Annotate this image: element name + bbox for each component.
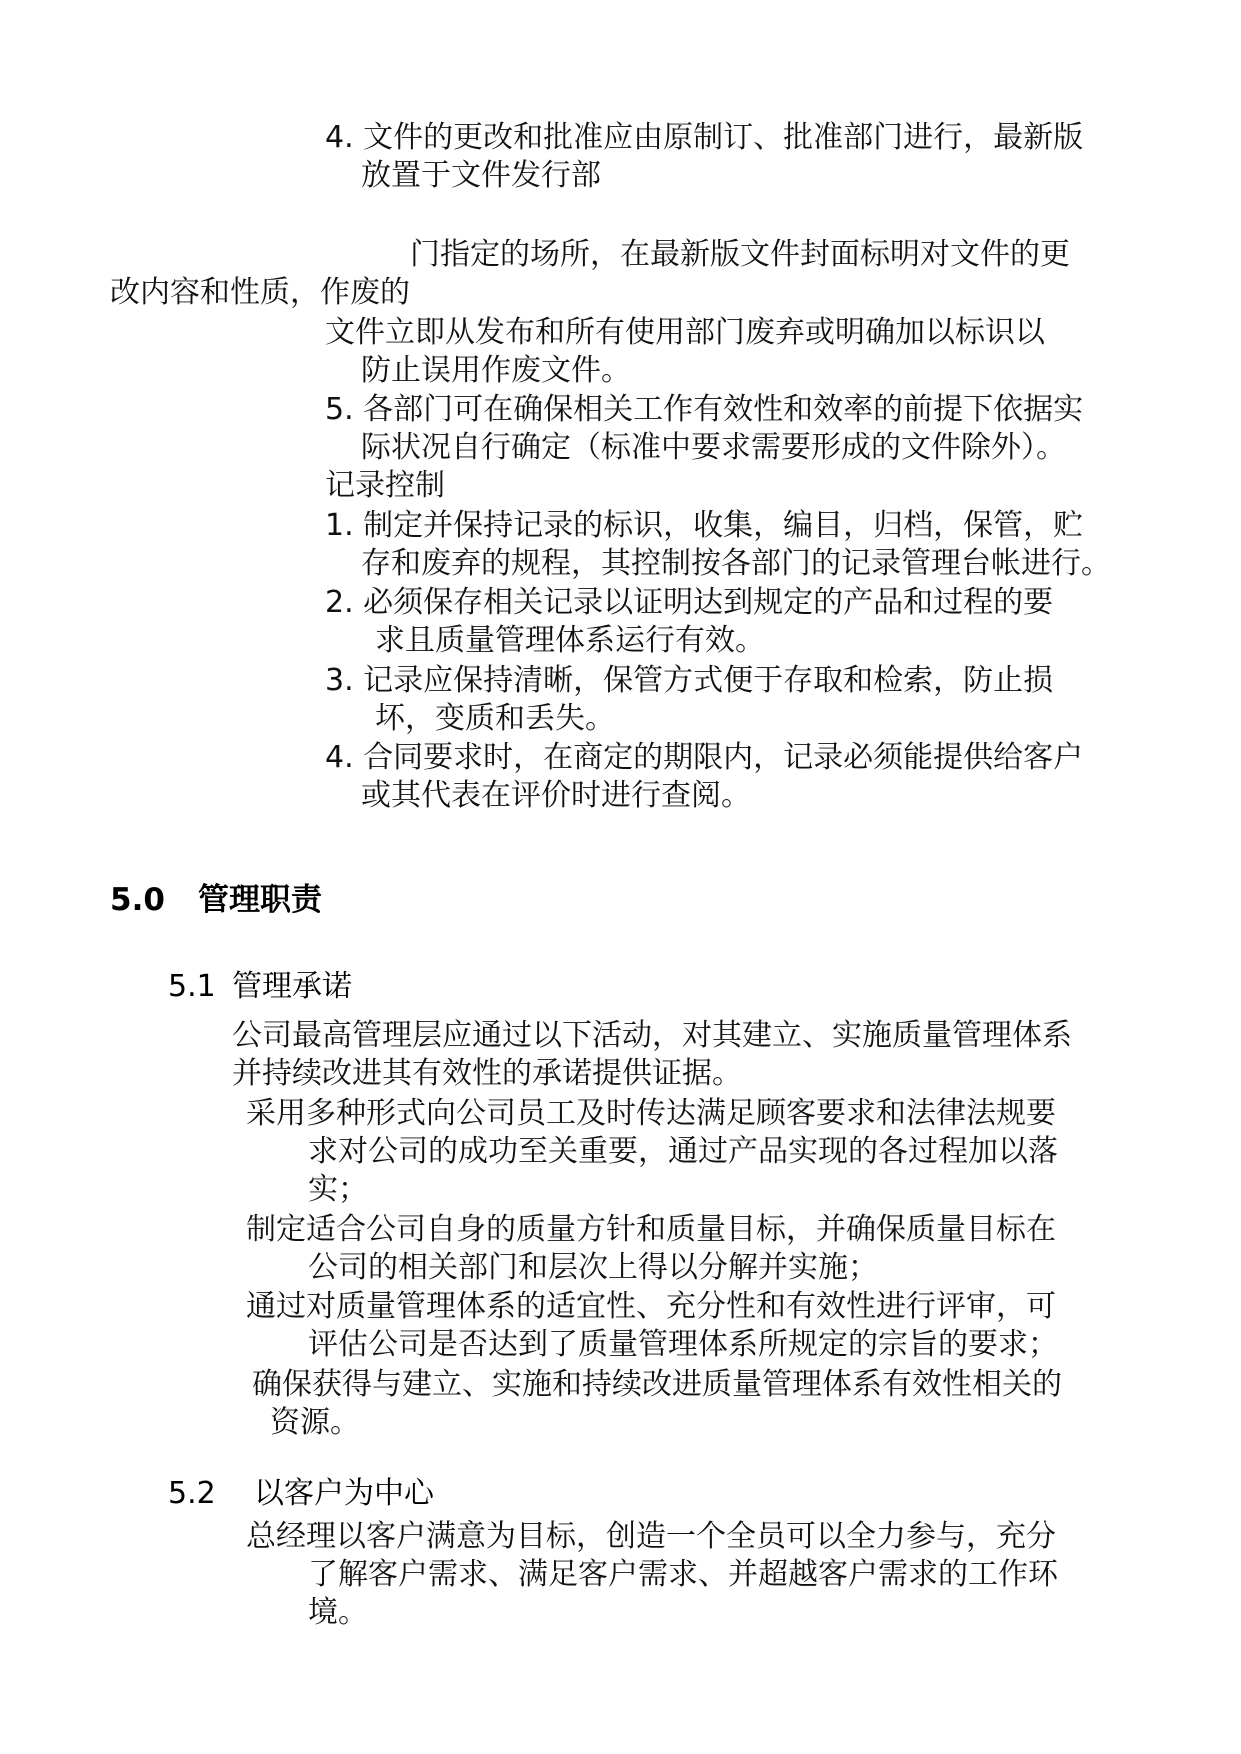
subsection-title: 以客户为中心: [254, 1476, 434, 1511]
text-line: 4. 文件的更改和批准应由原制订、批准部门进行，最新版: [325, 120, 1084, 155]
text-line: 放置于文件发行部: [361, 158, 601, 193]
text-line: 总经理以客户满意为目标，创造一个全员可以全力参与，充分: [246, 1519, 1056, 1554]
text-line: 并持续改进其有效性的承诺提供证据。: [232, 1056, 742, 1091]
subsection-number: 5.1: [168, 969, 216, 1004]
text-line: 际状况自行确定（标准中要求需要形成的文件除外）。: [361, 430, 1066, 465]
text-line: 公司的相关部门和层次上得以分解并实施；: [308, 1250, 878, 1285]
text-line: 1. 制定并保持记录的标识，收集，编目，归档，保管，贮: [325, 508, 1084, 543]
text-line: 实；: [308, 1172, 368, 1207]
text-line: 评估公司是否达到了质量管理体系所规定的宗旨的要求；: [308, 1327, 1058, 1362]
text-line: 3. 记录应保持清晰，保管方式便于存取和检索，防止损: [325, 663, 1054, 698]
text-line: 了解客户需求、满足客户需求、并超越客户需求的工作环: [308, 1557, 1058, 1592]
section-title: 管理职责: [198, 882, 322, 918]
text-line: 境。: [308, 1595, 368, 1630]
text-line: 求且质量管理体系运行有效。: [375, 623, 765, 658]
text-line: 2. 必须保存相关记录以证明达到规定的产品和过程的要: [325, 585, 1054, 620]
text-line: 防止误用作废文件。: [361, 353, 631, 388]
section-title-record-control: 记录控制: [325, 468, 445, 503]
bullet-line: 制定适合公司自身的质量方针和质量目标，并确保质量目标在: [246, 1212, 1056, 1247]
subsection-heading-5-1: [168, 968, 352, 1006]
text-line: 资源。: [270, 1405, 360, 1440]
text-line: 求对公司的成功至关重要，通过产品实现的各过程加以落: [308, 1134, 1058, 1169]
subsection-heading-5-2: [168, 1475, 434, 1513]
subsection-title: 管理承诺: [232, 969, 352, 1004]
section-heading-5: [110, 880, 322, 920]
text-line: 存和废弃的规程，其控制按各部门的记录管理台帐进行。: [361, 546, 1111, 581]
bullet-line: 通过对质量管理体系的适宜性、充分性和有效性进行评审，可: [246, 1289, 1056, 1324]
text-line: 文件立即从发布和所有使用部门废弃或明确加以标识以: [325, 315, 1045, 350]
text-line: 改内容和性质，作废的: [110, 275, 410, 310]
bullet-line: 确保获得与建立、实施和持续改进质量管理体系有效性相关的: [252, 1367, 1062, 1402]
text-line: 或其代表在评价时进行查阅。: [361, 778, 751, 813]
text-line: 5. 各部门可在确保相关工作有效性和效率的前提下依据实: [325, 392, 1084, 427]
subsection-number: 5.2: [168, 1476, 216, 1511]
bullet-line: 采用多种形式向公司员工及时传达满足顾客要求和法律法规要: [246, 1096, 1056, 1131]
text-line: 4. 合同要求时，在商定的期限内，记录必须能提供给客户: [325, 740, 1084, 775]
section-number: 5.0: [110, 882, 165, 918]
text-line: 公司最高管理层应通过以下活动，对其建立、实施质量管理体系: [232, 1018, 1072, 1053]
text-line: 坏，变质和丢失。: [375, 701, 615, 736]
text-line: 门指定的场所，在最新版文件封面标明对文件的更: [410, 237, 1070, 272]
